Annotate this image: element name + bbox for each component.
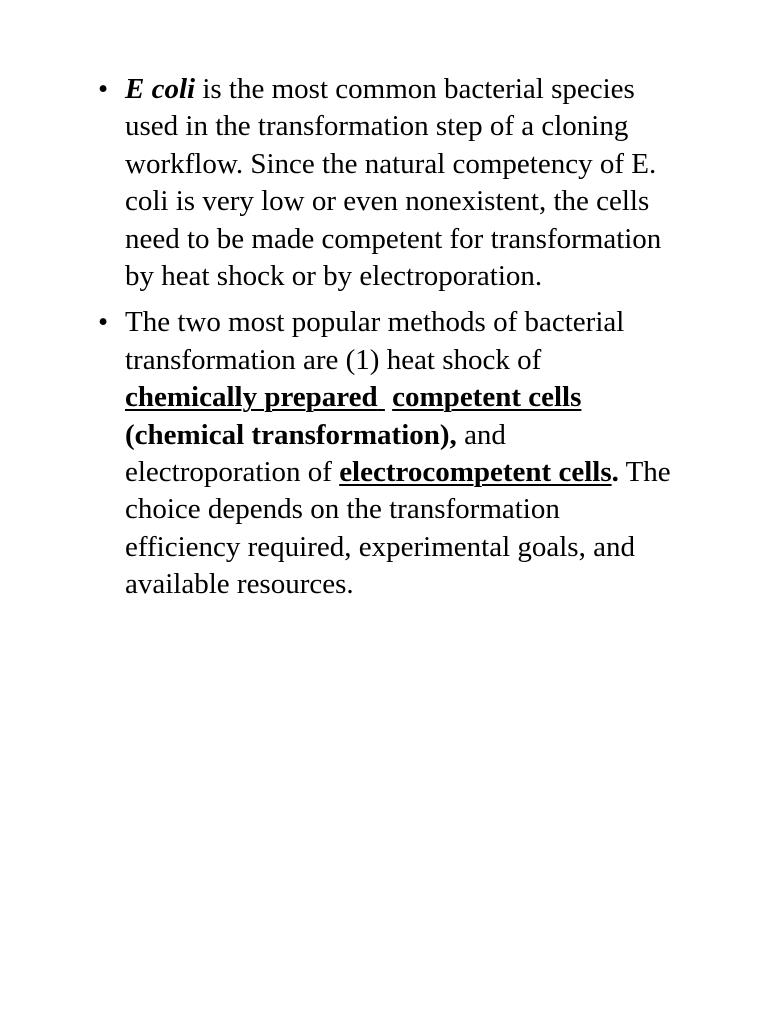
bullet-icon: • <box>98 73 109 105</box>
bullet-item-ecoli <box>98 71 678 295</box>
competent-cells-term: competent cells <box>392 381 582 414</box>
electrocompetent-period: . <box>611 456 619 489</box>
chemically-prepared-term: chemically prepared <box>125 381 378 414</box>
bullet-icon: • <box>98 306 109 339</box>
methods-intro: The two most popular methods of bacterial transformation are (1) heat shock of <box>125 306 625 376</box>
methods-mid: and electroporation of <box>125 418 506 489</box>
ecoli-term: E coli <box>125 73 196 105</box>
ecoli-description: is the most common bacterial species used in the transformation step of a cloning workflow. Since the natural competency of E. coli is very low or even nonexistent, the cells need to be made competent for transformation by heat shock or by electroporation. <box>125 73 662 293</box>
electrocompetent-cells-term: electrocompetent cells <box>339 456 612 489</box>
bullet-list <box>98 71 678 604</box>
bullet-item-methods <box>98 304 678 603</box>
chemical-transformation-term: (chemical transformation), <box>125 418 457 451</box>
methods-ending: The choice depends on the transformation efficiency required, experimental goals, and available resources. <box>125 456 671 601</box>
